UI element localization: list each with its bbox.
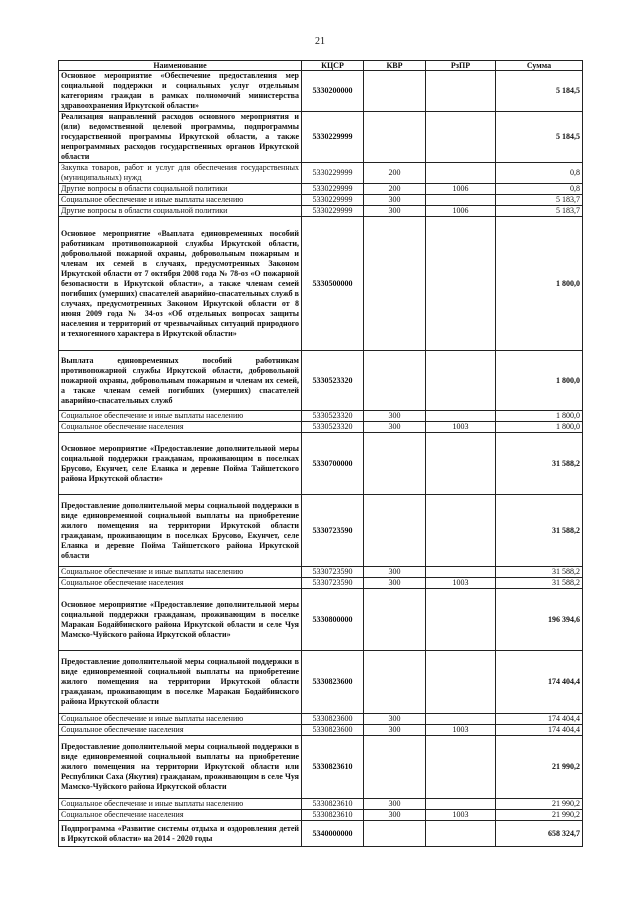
cell-name: Социальное обеспечение и иные выплаты населению xyxy=(59,714,302,725)
cell-rzpr xyxy=(426,567,496,578)
cell-name: Основное мероприятие «Предоставление дополнительной меры социальной поддержки гражданам, проживающим в поселках Брусово, Екунчет, селе Еланка и деревне Пойма Тайшетского района Иркутской области» xyxy=(59,433,302,495)
cell-rzpr xyxy=(426,163,496,184)
table-row xyxy=(59,810,583,821)
cell-sum: 174 404,4 xyxy=(496,651,583,714)
column-header-kcsr: КЦСР xyxy=(302,61,364,71)
table-row xyxy=(59,206,583,217)
cell-name: Основное мероприятие «Предоставление дополнительной меры социальной поддержки гражданам, проживающим в поселке Маракан Бодайбинского района Иркутской области и селе Чуя Мамско-Чуйского района Иркутской области» xyxy=(59,589,302,651)
cell-kvr xyxy=(364,112,426,163)
cell-kcsr: 5330823600 xyxy=(302,725,364,736)
cell-sum: 31 588,2 xyxy=(496,567,583,578)
cell-rzpr xyxy=(426,821,496,847)
cell-sum: 31 588,2 xyxy=(496,433,583,495)
cell-sum: 21 990,2 xyxy=(496,799,583,810)
cell-kcsr: 5330523320 xyxy=(302,351,364,411)
cell-rzpr: 1003 xyxy=(426,422,496,433)
cell-sum: 658 324,7 xyxy=(496,821,583,847)
cell-sum: 0,8 xyxy=(496,163,583,184)
cell-name: Другие вопросы в области социальной политики xyxy=(59,206,302,217)
table-row xyxy=(59,184,583,195)
table-row xyxy=(59,422,583,433)
cell-rzpr xyxy=(426,651,496,714)
cell-rzpr xyxy=(426,351,496,411)
cell-kvr xyxy=(364,495,426,567)
cell-kcsr: 5330229999 xyxy=(302,195,364,206)
table-body xyxy=(59,71,583,847)
table-row xyxy=(59,195,583,206)
table-row xyxy=(59,411,583,422)
cell-rzpr: 1003 xyxy=(426,810,496,821)
cell-name: Предоставление дополнительной меры социальной поддержки в виде единовременной социальной выплаты на приобретение жилого помещения на территории Иркутской области гражданам, проживающим в поселках Брусово, Екунчет, селе Еланка и деревне Пойма Тайшетского района Иркутской области xyxy=(59,495,302,567)
cell-kcsr: 5330800000 xyxy=(302,589,364,651)
cell-kvr: 300 xyxy=(364,422,426,433)
table-row xyxy=(59,725,583,736)
cell-rzpr xyxy=(426,112,496,163)
table-row xyxy=(59,163,583,184)
column-header-rzpr: РзПР xyxy=(426,61,496,71)
cell-rzpr xyxy=(426,589,496,651)
cell-name: Социальное обеспечение и иные выплаты населению xyxy=(59,195,302,206)
cell-kcsr: 5330229999 xyxy=(302,184,364,195)
cell-kcsr: 5330200000 xyxy=(302,71,364,112)
cell-sum: 1 800,0 xyxy=(496,217,583,351)
cell-kvr: 300 xyxy=(364,810,426,821)
cell-kcsr: 5330229999 xyxy=(302,206,364,217)
cell-rzpr: 1006 xyxy=(426,184,496,195)
cell-kvr xyxy=(364,433,426,495)
cell-sum: 5 183,7 xyxy=(496,195,583,206)
cell-kvr: 200 xyxy=(364,184,426,195)
table-row xyxy=(59,578,583,589)
table-row xyxy=(59,821,583,847)
table-row xyxy=(59,217,583,351)
cell-sum: 196 394,6 xyxy=(496,589,583,651)
cell-name: Другие вопросы в области социальной политики xyxy=(59,184,302,195)
cell-rzpr: 1003 xyxy=(426,578,496,589)
cell-rzpr xyxy=(426,799,496,810)
cell-kvr xyxy=(364,217,426,351)
cell-rzpr xyxy=(426,495,496,567)
cell-kvr: 300 xyxy=(364,195,426,206)
table-row xyxy=(59,651,583,714)
cell-kvr: 300 xyxy=(364,578,426,589)
cell-name: Основное мероприятие «Выплата единовременных пособий работникам противопожарной службы Иркутской области, добровольной пожарной охраны, добровольным пожарным и членам их семей в случаях, предусмотренных Законом Иркутской области от 7 октября 2008 года № 78-оз «О пожарной безопасности в Иркутской области», а также членам семей погибших (умерших) спасателей аварийно-спасательных служб в случаях, предусмотренных Законом Иркутской области от 8 июня 2009 года № 34-оз «Об отдельных вопросах защиты населения и территорий от чрезвычайных ситуаций природного и техногенного характера в Иркутской области» xyxy=(59,217,302,351)
cell-name: Предоставление дополнительной меры социальной поддержки в виде единовременной социальной выплаты на приобретение жилого помещения на территории Иркутской области или Республики Саха (Якутия) гражданам, проживающим в селе Чуя Мамско-Чуйского района Иркутской области xyxy=(59,736,302,799)
cell-sum: 5 184,5 xyxy=(496,71,583,112)
table-row xyxy=(59,71,583,112)
budget-table xyxy=(58,60,583,847)
cell-kcsr: 5330523320 xyxy=(302,422,364,433)
cell-sum: 5 184,5 xyxy=(496,112,583,163)
cell-name: Социальное обеспечение населения xyxy=(59,578,302,589)
cell-kcsr: 5330700000 xyxy=(302,433,364,495)
table-row xyxy=(59,799,583,810)
cell-name: Реализация направлений расходов основного мероприятия и (или) ведомственной целевой программы, подпрограммы государственной программы Иркутской области, а также непрограммных расходов государственных органов Иркутской области xyxy=(59,112,302,163)
cell-sum: 1 800,0 xyxy=(496,411,583,422)
table-row xyxy=(59,433,583,495)
cell-kvr xyxy=(364,736,426,799)
cell-rzpr xyxy=(426,714,496,725)
cell-name: Предоставление дополнительной меры социальной поддержки в виде единовременной социальной выплаты на приобретение жилого помещения на территории Иркутской области гражданам, проживающим в поселке Маракан Бодайбинского района Иркутской области xyxy=(59,651,302,714)
cell-kcsr: 5330823610 xyxy=(302,736,364,799)
cell-sum: 21 990,2 xyxy=(496,810,583,821)
cell-kcsr: 5330229999 xyxy=(302,163,364,184)
cell-name: Социальное обеспечение населения xyxy=(59,810,302,821)
cell-kcsr: 5330823610 xyxy=(302,810,364,821)
cell-kvr xyxy=(364,651,426,714)
cell-kvr: 300 xyxy=(364,411,426,422)
cell-rzpr xyxy=(426,411,496,422)
cell-sum: 31 588,2 xyxy=(496,495,583,567)
cell-name: Социальное обеспечение и иные выплаты населению xyxy=(59,567,302,578)
cell-name: Социальное обеспечение населения xyxy=(59,422,302,433)
cell-sum: 1 800,0 xyxy=(496,351,583,411)
cell-kcsr: 5330723590 xyxy=(302,578,364,589)
table-row xyxy=(59,351,583,411)
cell-name: Закупка товаров, работ и услуг для обеспечения государственных (муниципальных) нужд xyxy=(59,163,302,184)
cell-kvr xyxy=(364,821,426,847)
cell-sum: 21 990,2 xyxy=(496,736,583,799)
cell-sum: 174 404,4 xyxy=(496,725,583,736)
cell-name: Социальное обеспечение населения xyxy=(59,725,302,736)
cell-kvr: 300 xyxy=(364,799,426,810)
table-row xyxy=(59,714,583,725)
cell-kvr: 300 xyxy=(364,567,426,578)
cell-kcsr: 5330500000 xyxy=(302,217,364,351)
table-header-row xyxy=(59,61,583,71)
cell-rzpr xyxy=(426,433,496,495)
cell-sum: 31 588,2 xyxy=(496,578,583,589)
table-row xyxy=(59,589,583,651)
cell-kcsr: 5330823610 xyxy=(302,799,364,810)
table-row xyxy=(59,736,583,799)
cell-rzpr xyxy=(426,195,496,206)
table-row xyxy=(59,495,583,567)
cell-sum: 5 183,7 xyxy=(496,206,583,217)
cell-name: Социальное обеспечение и иные выплаты населению xyxy=(59,411,302,422)
cell-sum: 1 800,0 xyxy=(496,422,583,433)
cell-kcsr: 5330523320 xyxy=(302,411,364,422)
cell-kcsr: 5330723590 xyxy=(302,567,364,578)
page-number: 21 xyxy=(315,36,325,47)
cell-kvr xyxy=(364,589,426,651)
cell-kcsr: 5330229999 xyxy=(302,112,364,163)
cell-rzpr xyxy=(426,71,496,112)
cell-kvr xyxy=(364,71,426,112)
cell-name: Социальное обеспечение и иные выплаты населению xyxy=(59,799,302,810)
cell-rzpr xyxy=(426,217,496,351)
cell-rzpr: 1003 xyxy=(426,725,496,736)
cell-name: Основное мероприятие «Обеспечение предоставления мер социальной поддержки и социальных услуг отдельным категориям граждан в рамках полномочий министерства здравоохранения Иркутской области» xyxy=(59,71,302,112)
column-header-name: Наименование xyxy=(59,61,302,71)
cell-kvr: 300 xyxy=(364,725,426,736)
cell-kcsr: 5330723590 xyxy=(302,495,364,567)
column-header-sum: Сумма xyxy=(496,61,583,71)
cell-kcsr: 5340000000 xyxy=(302,821,364,847)
table-row xyxy=(59,567,583,578)
cell-name: Подпрограмма «Развитие системы отдыха и оздоровления детей в Иркутской области» на 2014 - 2020 годы xyxy=(59,821,302,847)
cell-rzpr xyxy=(426,736,496,799)
cell-kvr: 300 xyxy=(364,206,426,217)
cell-kvr: 300 xyxy=(364,714,426,725)
cell-kcsr: 5330823600 xyxy=(302,651,364,714)
cell-kcsr: 5330823600 xyxy=(302,714,364,725)
cell-name: Выплата единовременных пособий работникам противопожарной службы Иркутской области, добровольной пожарной охраны, добровольным пожарным и членам их семей, а также членам семей погибших (умерших) спасателей аварийно-спасательных служб xyxy=(59,351,302,411)
cell-kvr: 200 xyxy=(364,163,426,184)
column-header-kvr: КВР xyxy=(364,61,426,71)
cell-kvr xyxy=(364,351,426,411)
cell-sum: 0,8 xyxy=(496,184,583,195)
table-row xyxy=(59,112,583,163)
cell-sum: 174 404,4 xyxy=(496,714,583,725)
cell-rzpr: 1006 xyxy=(426,206,496,217)
